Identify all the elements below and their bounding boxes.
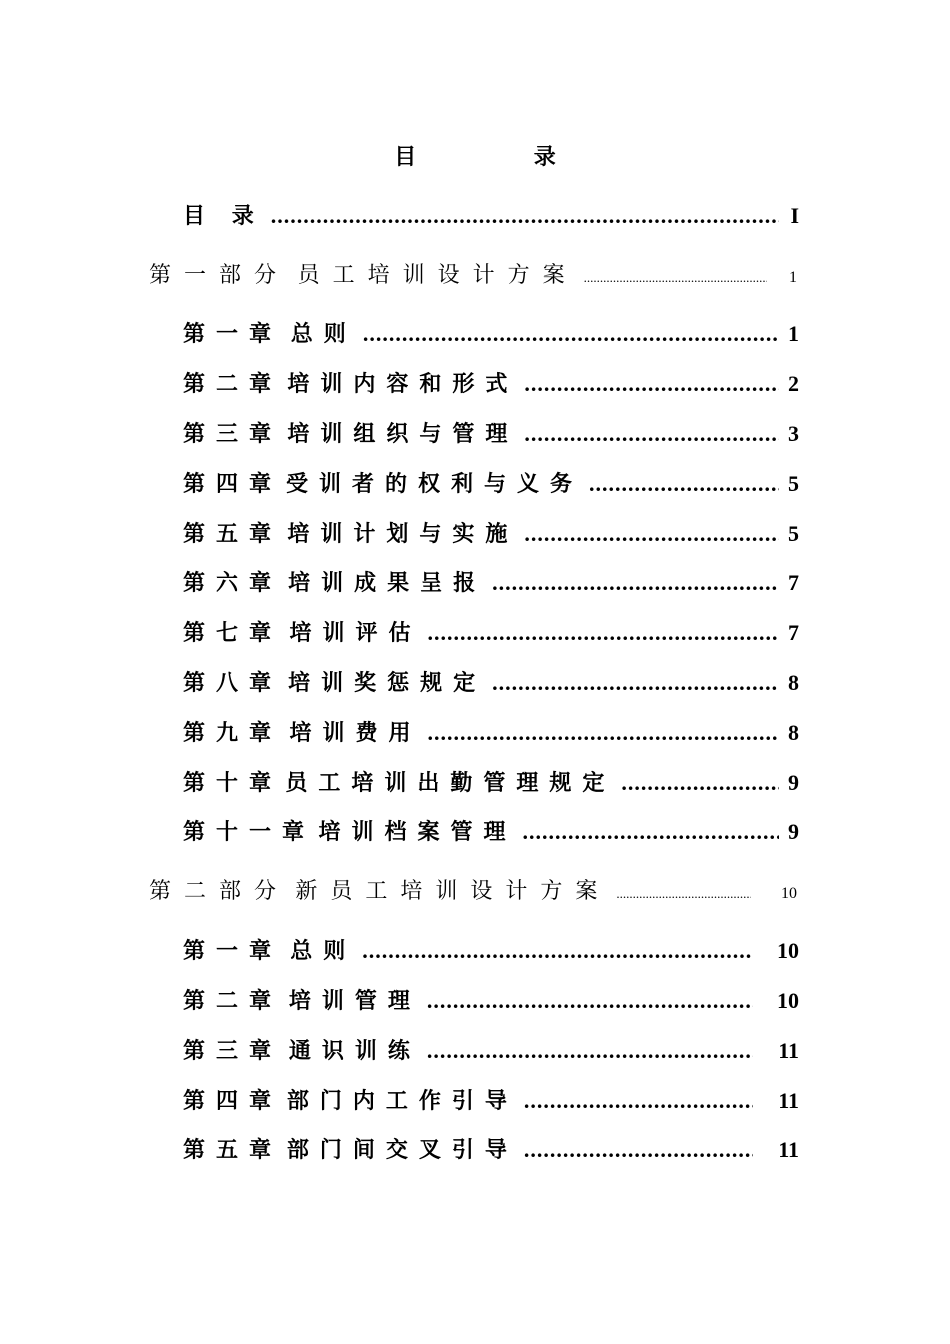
dot-leader <box>363 317 779 351</box>
page-number: 10 <box>781 885 797 902</box>
chapter-label: 第五章 <box>183 1137 283 1162</box>
page-number: 7 <box>788 620 799 645</box>
part-label: 第二部分 <box>149 878 290 903</box>
entry-title: 培训评估 <box>289 620 422 645</box>
page-number: I <box>790 203 799 228</box>
page-number: 11 <box>778 1038 799 1063</box>
chapter-label: 第五章 <box>183 521 283 546</box>
page-title: 目 录 <box>394 144 612 169</box>
chapter-label: 第六章 <box>183 570 283 595</box>
entry-title: 员工培训出勤管理规定 <box>285 770 616 795</box>
chapter-label: 第十章 <box>183 770 283 795</box>
entry-title: 新员工培训设计方案 <box>295 878 611 903</box>
page-number: 10 <box>777 988 799 1013</box>
dot-leader <box>427 616 779 650</box>
toc-entry[interactable] <box>183 1084 799 1118</box>
dot-leader <box>621 766 779 800</box>
entry-title: 培训成果呈报 <box>288 570 487 595</box>
entry-title: 受训者的权利与义务 <box>286 471 584 496</box>
toc-entry[interactable] <box>183 716 799 750</box>
entry-title: 培训组织与管理 <box>287 421 519 446</box>
dot-leader <box>616 877 751 911</box>
dot-leader <box>524 1084 753 1118</box>
entry-title: 培训内容和形式 <box>287 371 519 396</box>
page-number: 7 <box>788 570 799 595</box>
entry-title: 员工培训设计方案 <box>297 262 578 287</box>
page-number: 11 <box>778 1137 799 1162</box>
toc-entry[interactable] <box>183 766 799 800</box>
entry-title: 培训奖惩规定 <box>288 670 487 695</box>
toc-entry[interactable] <box>183 934 799 968</box>
toc-entry[interactable] <box>183 467 799 501</box>
entry-title: 培训档案管理 <box>318 819 517 844</box>
chapter-label: 第三章 <box>183 421 283 446</box>
dot-leader <box>427 984 753 1018</box>
page-number: 11 <box>778 1088 799 1113</box>
entry-title: 培训管理 <box>288 988 421 1013</box>
dot-leader <box>523 815 779 849</box>
dot-leader <box>524 417 779 451</box>
dot-leader <box>362 934 753 968</box>
dot-leader <box>492 666 779 700</box>
toc-entry[interactable] <box>183 517 799 551</box>
toc-entry[interactable] <box>183 566 799 600</box>
dot-leader <box>524 367 779 401</box>
page-number: 8 <box>788 720 799 745</box>
part-label: 第一部分 <box>149 262 290 287</box>
toc-entry[interactable] <box>183 984 799 1018</box>
page-number: 9 <box>788 819 799 844</box>
toc-entry[interactable] <box>183 367 799 401</box>
toc-part-entry[interactable] <box>149 258 797 292</box>
dot-leader <box>584 261 767 295</box>
toc-part-entry[interactable] <box>149 874 797 908</box>
toc-entry[interactable] <box>183 666 799 700</box>
dot-leader <box>492 566 779 600</box>
entry-title: 总则 <box>290 938 357 963</box>
page-number: 1 <box>788 321 799 346</box>
chapter-label: 第一章 <box>183 321 283 346</box>
page-number: 2 <box>788 371 799 396</box>
page-number: 5 <box>788 521 799 546</box>
entry-title: 部门内工作引导 <box>286 1088 518 1113</box>
page-number: 9 <box>788 770 799 795</box>
toc-entry[interactable] <box>183 199 799 233</box>
dot-leader <box>589 467 779 501</box>
dot-leader <box>524 517 779 551</box>
dot-leader <box>427 1034 753 1068</box>
page-number: 5 <box>788 471 799 496</box>
toc-entry[interactable] <box>183 1034 799 1068</box>
toc-entry[interactable] <box>183 317 799 351</box>
dot-leader <box>427 716 779 750</box>
chapter-label: 第十一章 <box>183 819 316 844</box>
page-number: 10 <box>777 938 799 963</box>
page-number: 1 <box>789 269 797 286</box>
toc-entry[interactable] <box>183 616 799 650</box>
page-number: 3 <box>788 421 799 446</box>
toc-entry[interactable] <box>183 815 799 849</box>
entry-title: 通识训练 <box>288 1038 421 1063</box>
entry-title: 录 <box>231 203 265 228</box>
chapter-label: 第三章 <box>183 1038 283 1063</box>
entry-title: 培训计划与实施 <box>287 521 519 546</box>
toc-entry[interactable] <box>183 1133 799 1167</box>
chapter-label: 第八章 <box>183 670 283 695</box>
chapter-label: 第二章 <box>183 371 283 396</box>
toc-entry[interactable] <box>183 417 799 451</box>
dot-leader <box>271 199 779 233</box>
chapter-label: 第七章 <box>183 620 283 645</box>
chapter-label: 第九章 <box>183 720 283 745</box>
dot-leader <box>524 1133 753 1167</box>
chapter-label: 目 <box>183 203 217 228</box>
chapter-label: 第一章 <box>183 938 283 963</box>
chapter-label: 第四章 <box>183 471 283 496</box>
entry-title: 总则 <box>290 321 357 346</box>
entry-title: 部门间交叉引导 <box>286 1137 518 1162</box>
chapter-label: 第二章 <box>183 988 283 1013</box>
chapter-label: 第四章 <box>183 1088 283 1113</box>
entry-title: 培训费用 <box>289 720 422 745</box>
page-number: 8 <box>788 670 799 695</box>
